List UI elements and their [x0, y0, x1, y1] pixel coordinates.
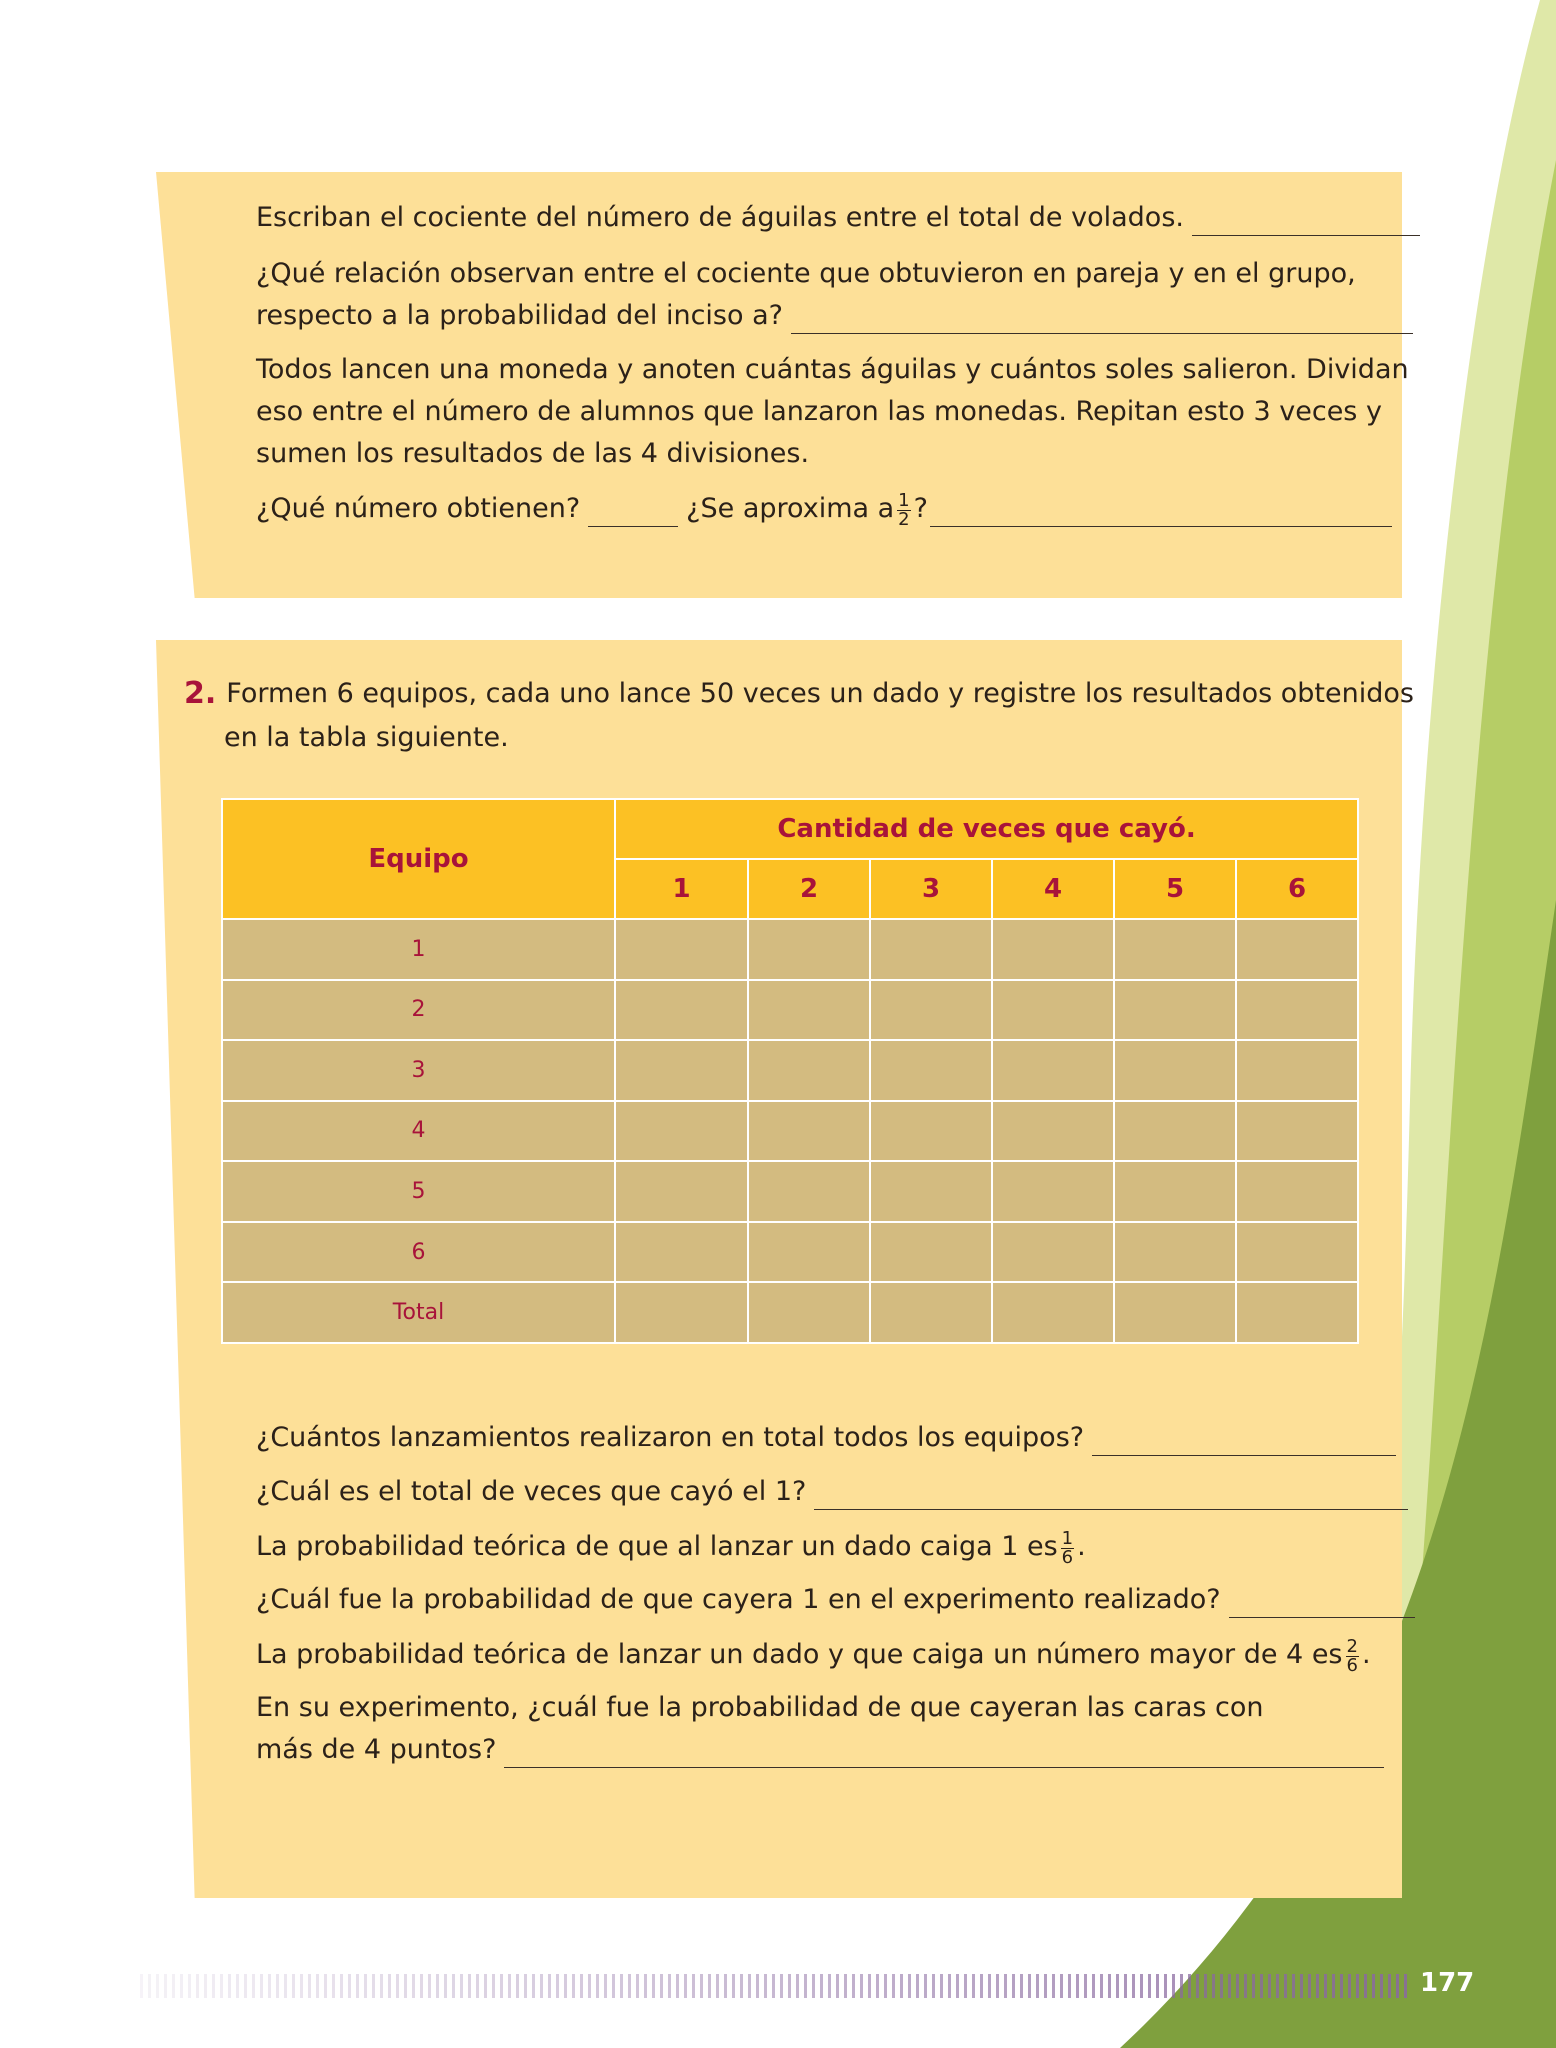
count-cell[interactable]: [615, 1282, 748, 1343]
answer-blank[interactable]: [930, 498, 1392, 527]
team-label: 4: [222, 1101, 615, 1162]
count-cell[interactable]: [615, 1222, 748, 1283]
times-header: Cantidad de veces que cayó.: [615, 799, 1358, 859]
question-text: ¿Qué relación observan entre el cociente que obtuvieron en pareja y en el grupo,: [256, 258, 1356, 289]
question-relation-line2: [256, 298, 1413, 334]
count-cell[interactable]: [1236, 980, 1358, 1041]
count-cell[interactable]: [1236, 1161, 1358, 1222]
answer-blank[interactable]: [1229, 1589, 1415, 1618]
face-header-3: 3: [870, 859, 992, 919]
question-text: ¿Cuál es el total de veces que cayó el 1?: [256, 1476, 807, 1507]
count-cell[interactable]: [870, 1040, 992, 1101]
question-text: respecto a la probabilidad del inciso a?: [256, 300, 783, 331]
statement-text: La probabilidad teórica de que al lanzar un dado caiga 1 es: [256, 1531, 1058, 1562]
results-table: [221, 798, 1359, 1344]
page-number: 177: [1420, 1968, 1475, 1998]
team-header: Equipo: [222, 799, 615, 919]
question-experimental-greater-four-line2: [256, 1732, 1384, 1768]
team-label: 1: [222, 919, 615, 980]
exercise-2-line1: [184, 676, 1414, 712]
fraction-one-half: $\frac{1}{2}$: [898, 490, 910, 530]
count-cell[interactable]: [1114, 1040, 1236, 1101]
count-cell[interactable]: [615, 980, 748, 1041]
question-mark: ?: [913, 493, 928, 524]
count-cell[interactable]: [1114, 1222, 1236, 1283]
instruction-text: Todos lancen una moneda y anoten cuántas águilas y cuántos soles salieron. Dividan: [256, 354, 1409, 385]
statement-text: La probabilidad teórica de lanzar un dado y que caiga un número mayor de 4 es: [256, 1639, 1343, 1670]
table-row: [222, 1282, 1358, 1343]
instruction-text: eso entre el número de alumnos que lanzaron las monedas. Repitan esto 3 veces y: [256, 396, 1382, 427]
instruction-coin-line2: [256, 394, 1382, 430]
exercise-number: 2.: [184, 676, 217, 711]
count-cell[interactable]: [748, 1222, 870, 1283]
face-header-4: 4: [992, 859, 1114, 919]
table-row: [222, 1161, 1358, 1222]
count-cell[interactable]: [1236, 1101, 1358, 1162]
question-relation-line1: [256, 256, 1356, 292]
question-text: Escriban el cociente del número de águilas entre el total de volados.: [256, 202, 1184, 233]
count-cell[interactable]: [615, 1040, 748, 1101]
count-cell[interactable]: [992, 1040, 1114, 1101]
statement-theoretical-greater-four: [256, 1636, 1371, 1676]
team-label: 5: [222, 1161, 615, 1222]
count-cell[interactable]: [870, 919, 992, 980]
team-label: Total: [222, 1282, 615, 1343]
question-text: ¿Cuántos lanzamientos realizaron en total todos los equipos?: [256, 1422, 1085, 1453]
count-cell[interactable]: [992, 980, 1114, 1041]
count-cell[interactable]: [748, 1282, 870, 1343]
count-cell[interactable]: [992, 919, 1114, 980]
answer-blank[interactable]: [1092, 1427, 1396, 1456]
instruction-text: Formen 6 equipos, cada uno lance 50 veces un dado y registre los resultados obtenidos: [226, 678, 1414, 709]
count-cell[interactable]: [992, 1101, 1114, 1162]
count-cell[interactable]: [1236, 1040, 1358, 1101]
answer-blank[interactable]: [814, 1481, 1408, 1510]
exercise-2-line2: [224, 720, 509, 756]
count-cell[interactable]: [992, 1282, 1114, 1343]
count-cell[interactable]: [748, 919, 870, 980]
team-label: 3: [222, 1040, 615, 1101]
count-cell[interactable]: [870, 1222, 992, 1283]
question-text: En su experimento, ¿cuál fue la probabilidad de que cayeran las caras con: [256, 1692, 1264, 1723]
table-row: [222, 1222, 1358, 1283]
face-header-5: 5: [1114, 859, 1236, 919]
table-row: [222, 919, 1358, 980]
instruction-coin-line3: [256, 436, 809, 472]
team-label: 2: [222, 980, 615, 1041]
count-cell[interactable]: [615, 1161, 748, 1222]
count-cell[interactable]: [748, 1101, 870, 1162]
answer-blank[interactable]: [791, 305, 1413, 334]
answer-blank[interactable]: [1192, 207, 1420, 236]
count-cell[interactable]: [615, 919, 748, 980]
question-total-ones: [256, 1474, 1408, 1510]
count-cell[interactable]: [870, 1101, 992, 1162]
count-cell[interactable]: [870, 1282, 992, 1343]
table-row: [222, 1101, 1358, 1162]
count-cell[interactable]: [748, 980, 870, 1041]
face-header-6: 6: [1236, 859, 1358, 919]
count-cell[interactable]: [1236, 1222, 1358, 1283]
period: .: [1077, 1531, 1086, 1562]
instruction-text: en la tabla siguiente.: [224, 722, 509, 753]
answer-blank[interactable]: [588, 498, 678, 527]
fraction-two-sixths: $\frac{2}{6}$: [1346, 1636, 1358, 1676]
question-text: ¿Cuál fue la probabilidad de que cayera 1 en el experimento realizado?: [256, 1584, 1221, 1615]
count-cell[interactable]: [748, 1040, 870, 1101]
count-cell[interactable]: [870, 980, 992, 1041]
question-text: ¿Se aproxima a: [686, 493, 895, 524]
team-label: 6: [222, 1222, 615, 1283]
question-text: más de 4 puntos?: [256, 1734, 497, 1765]
count-cell[interactable]: [1114, 1161, 1236, 1222]
count-cell[interactable]: [1236, 919, 1358, 980]
count-cell[interactable]: [1114, 1101, 1236, 1162]
question-total-throws: [256, 1420, 1396, 1456]
count-cell[interactable]: [1114, 919, 1236, 980]
count-cell[interactable]: [615, 1101, 748, 1162]
answer-blank[interactable]: [504, 1739, 1384, 1768]
statement-theoretical-one: [256, 1528, 1086, 1568]
face-header-1: 1: [615, 859, 748, 919]
question-text: ¿Qué número obtienen?: [256, 493, 581, 524]
instruction-text: sumen los resultados de las 4 divisiones.: [256, 438, 810, 469]
instruction-coin-line1: [256, 352, 1409, 388]
count-cell[interactable]: [870, 1161, 992, 1222]
question-experimental-greater-four-line1: [256, 1690, 1264, 1726]
question-experimental-one: [256, 1582, 1415, 1618]
fraction-one-sixth: $\frac{1}{6}$: [1061, 1528, 1074, 1568]
count-cell[interactable]: [992, 1161, 1114, 1222]
table-row: [222, 980, 1358, 1041]
period: .: [1361, 1639, 1371, 1670]
question-quotient: [256, 200, 1420, 236]
count-cell[interactable]: [1114, 1282, 1236, 1343]
count-cell[interactable]: [1114, 980, 1236, 1041]
face-header-2: 2: [748, 859, 870, 919]
count-cell[interactable]: [748, 1161, 870, 1222]
table-row: [222, 1040, 1358, 1101]
count-cell[interactable]: [992, 1222, 1114, 1283]
question-number-obtained: [256, 490, 1392, 530]
count-cell[interactable]: [1236, 1282, 1358, 1343]
